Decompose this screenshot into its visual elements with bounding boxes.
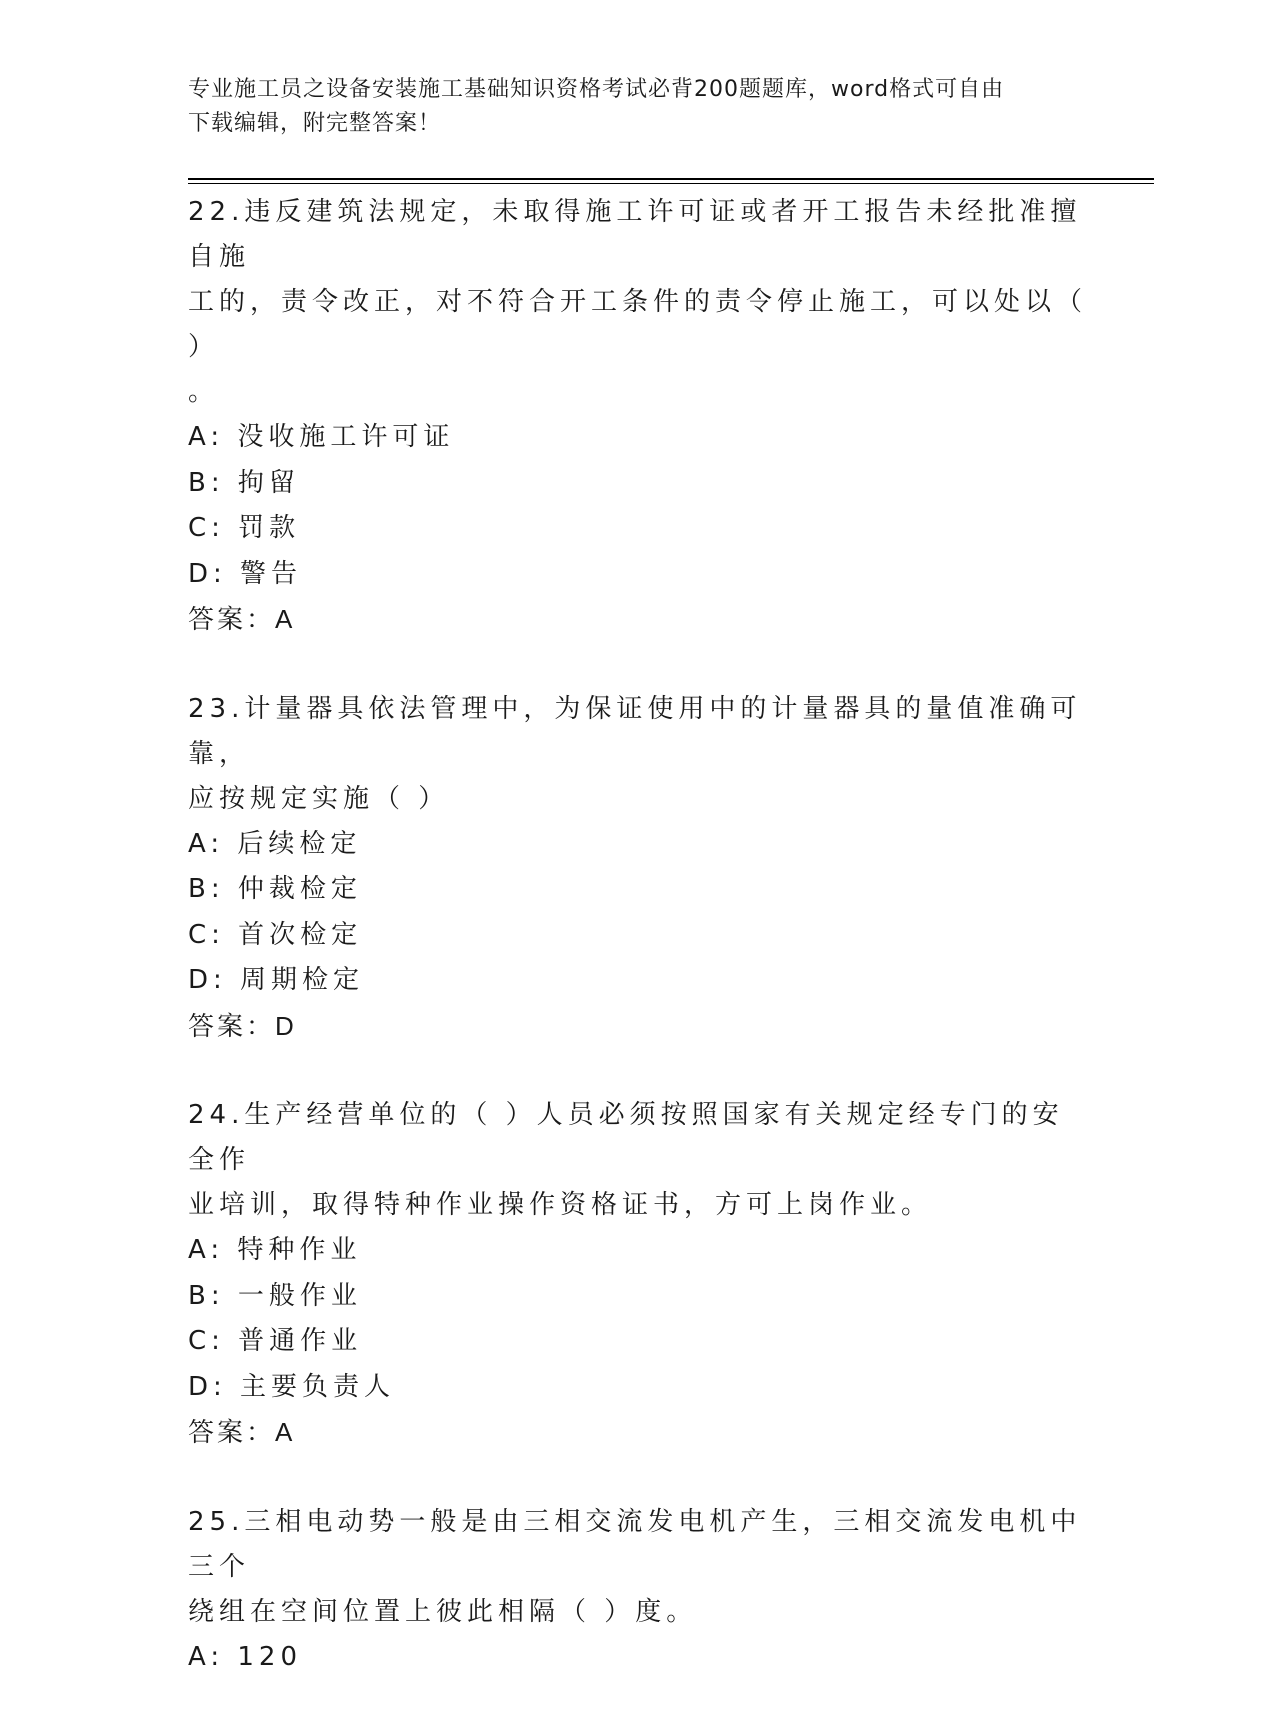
- option-a: A: 后续检定: [188, 828, 362, 859]
- question-stem-line: 24.生产经营单位的（ ）人员必须按照国家有关规定经专门的安全作: [188, 1100, 1064, 1175]
- question-stem-line: 。: [188, 377, 220, 407]
- header-line-2: 下载编辑，附完整答案！: [188, 111, 442, 136]
- header-line-1: 专业施工员之设备安装施工基础知识资格考试必背200题题库，word格式可自由: [188, 77, 1005, 102]
- question-stem-line: 业培训，取得特种作业操作资格证书，方可上岗作业。: [188, 1190, 933, 1220]
- option-d: D: 主要负责人: [188, 1371, 396, 1402]
- option-a: A: 没收施工许可证: [188, 422, 455, 452]
- question-stem-line: 25.三相电动势一般是由三相交流发电机产生，三相交流发电机中三个: [188, 1506, 1082, 1582]
- header-divider-thick: [188, 178, 1154, 180]
- option-b: B: 仲裁检定: [188, 874, 362, 904]
- answer-line: 答案：D: [188, 1010, 297, 1041]
- option-d: D: 警告: [188, 558, 303, 589]
- option-b: B: 拘留: [188, 467, 300, 498]
- question-22: [188, 190, 1088, 643]
- question-23: [188, 687, 1088, 1050]
- header-divider-thin: [188, 183, 1154, 184]
- option-c: C: 罚款: [188, 513, 301, 543]
- question-stem-line: 23.计量器具依法管理中，为保证使用中的计量器具的量值准确可靠，: [188, 693, 1082, 769]
- option-a: A: 120: [188, 1641, 302, 1672]
- document-header: [188, 73, 1068, 141]
- question-stem-line: 22.违反建筑法规定，未取得施工许可证或者开工报告未经批准擅自施: [188, 197, 1082, 272]
- answer-line: 答案：A: [188, 604, 296, 634]
- option-a: A: 特种作业: [188, 1235, 362, 1265]
- answer-line: 答案：A: [188, 1417, 296, 1447]
- question-24: [188, 1093, 1088, 1456]
- option-b: B: 一般作业: [188, 1280, 362, 1311]
- question-list: [188, 190, 1088, 1724]
- option-c: C: 普通作业: [188, 1326, 363, 1356]
- option-d: D: 周期检定: [188, 965, 365, 995]
- question-stem-line: 工的，责令改正，对不符合开工条件的责令停止施工，可以处以（ ）: [188, 287, 1088, 362]
- question-25: [188, 1500, 1088, 1681]
- option-c: C: 首次检定: [188, 919, 363, 950]
- question-stem-line: 绕组在空间位置上彼此相隔（ ）度。: [188, 1596, 698, 1627]
- question-stem-line: 应按规定实施（ ）: [188, 783, 450, 814]
